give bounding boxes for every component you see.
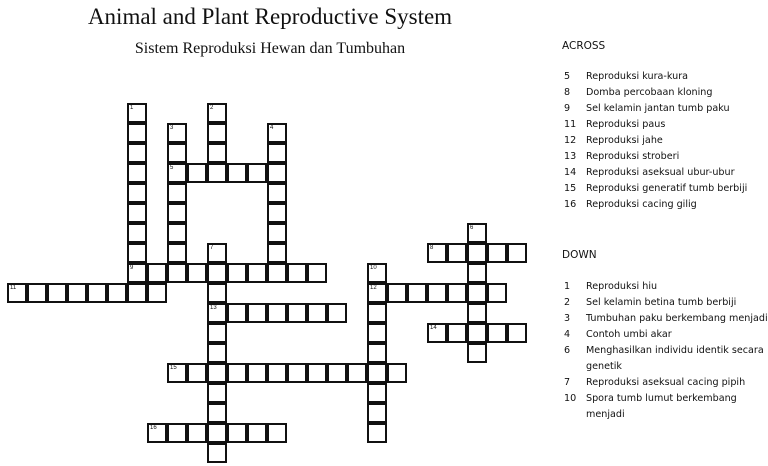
clue-number: 11: [564, 119, 577, 130]
clue-down-4: [562, 327, 768, 343]
crossword-cell[interactable]: [167, 263, 187, 283]
clue-number: 9: [564, 103, 571, 114]
clue-number: 10: [564, 393, 577, 404]
crossword-cell[interactable]: [267, 223, 287, 243]
crossword-cell[interactable]: [227, 423, 247, 443]
crossword-cell[interactable]: [107, 283, 127, 303]
clue-text: Reproduksi aseksual ubur-ubur: [586, 167, 735, 178]
clue-number: 3: [564, 313, 571, 324]
crossword-cell[interactable]: [467, 243, 487, 263]
crossword-cell[interactable]: [167, 243, 187, 263]
crossword-cell[interactable]: [367, 283, 387, 303]
crossword-cell[interactable]: [367, 323, 387, 343]
clue-down-10: [562, 391, 768, 423]
crossword-cell[interactable]: [127, 103, 147, 123]
clue-number: 1: [564, 281, 571, 292]
cell-number: 16: [150, 425, 157, 431]
crossword-cell[interactable]: [367, 383, 387, 403]
crossword-cell[interactable]: [167, 203, 187, 223]
crossword-cell[interactable]: [207, 443, 227, 463]
crossword-cell[interactable]: [207, 423, 227, 443]
clue-number: 2: [564, 297, 571, 308]
crossword-cell[interactable]: [147, 263, 167, 283]
crossword-cell[interactable]: [307, 263, 327, 283]
crossword-cell[interactable]: [467, 303, 487, 323]
crossword-cell[interactable]: [247, 303, 267, 323]
crossword-cell[interactable]: [7, 283, 27, 303]
crossword-cell[interactable]: [127, 203, 147, 223]
crossword-cell[interactable]: [267, 303, 287, 323]
crossword-cell[interactable]: [467, 283, 487, 303]
crossword-cell[interactable]: [207, 363, 227, 383]
crossword-cell[interactable]: [127, 263, 147, 283]
clue-down-7: [562, 375, 768, 391]
crossword-cell[interactable]: [207, 303, 227, 323]
clue-text: Tumbuhan paku berkembang menjadi: [586, 313, 768, 324]
crossword-cell[interactable]: [467, 343, 487, 363]
crossword-cell[interactable]: [167, 163, 187, 183]
crossword-cell[interactable]: [287, 303, 307, 323]
clue-across-12: [562, 133, 768, 149]
cell-number: 8: [430, 245, 434, 251]
clue-text: Reproduksi jahe: [586, 135, 663, 146]
crossword-cell[interactable]: [367, 263, 387, 283]
crossword-cell[interactable]: [187, 423, 207, 443]
crossword-cell[interactable]: [447, 283, 467, 303]
clue-number: 7: [564, 377, 571, 388]
cell-number: 2: [210, 105, 214, 111]
clue-number: 15: [564, 183, 577, 194]
crossword-cell[interactable]: [247, 163, 267, 183]
crossword-cell[interactable]: [227, 363, 247, 383]
crossword-cell[interactable]: [247, 263, 267, 283]
clue-number: 4: [564, 329, 571, 340]
crossword-cell[interactable]: [167, 123, 187, 143]
page-title: Animal and Plant Reproductive System: [87, 4, 453, 29]
crossword-cell[interactable]: [167, 423, 187, 443]
crossword-cell[interactable]: [387, 283, 407, 303]
crossword-cell[interactable]: [207, 143, 227, 163]
crossword-cell[interactable]: [307, 363, 327, 383]
crossword-cell[interactable]: [507, 323, 527, 343]
crossword-cell[interactable]: [207, 283, 227, 303]
crossword-cell[interactable]: [207, 323, 227, 343]
crossword-cell[interactable]: [267, 183, 287, 203]
clue-number: 12: [564, 135, 577, 146]
crossword-cell[interactable]: [267, 363, 287, 383]
crossword-cell[interactable]: [267, 203, 287, 223]
crossword-cell[interactable]: [487, 283, 507, 303]
crossword-cell[interactable]: [227, 303, 247, 323]
clue-text: Spora tumb lumut berkembang menjadi: [586, 393, 737, 420]
crossword-cell[interactable]: [367, 403, 387, 423]
clue-text: Reproduksi generatif tumb berbiji: [586, 183, 748, 194]
clue-number: 8: [564, 87, 571, 98]
crossword-cell[interactable]: [367, 303, 387, 323]
clue-across-14: [562, 165, 768, 181]
crossword-cell[interactable]: [507, 243, 527, 263]
clue-text: Sel kelamin jantan tumb paku: [586, 103, 730, 114]
cell-number: 14: [430, 325, 437, 331]
crossword-cell[interactable]: [247, 423, 267, 443]
crossword-cell[interactable]: [207, 403, 227, 423]
crossword-cell[interactable]: [367, 343, 387, 363]
clue-across-5: [562, 69, 768, 85]
crossword-cell[interactable]: [67, 283, 87, 303]
clue-text: Reproduksi aseksual cacing pipih: [586, 377, 746, 388]
crossword-cell[interactable]: [287, 263, 307, 283]
crossword-cell[interactable]: [127, 223, 147, 243]
crossword-cell[interactable]: [367, 423, 387, 443]
cell-number: 4: [270, 125, 274, 131]
clue-text: Reproduksi kura-kura: [586, 71, 689, 82]
clue-down-2: [562, 295, 768, 311]
clue-number: 5: [564, 71, 571, 82]
crossword-cell[interactable]: [207, 103, 227, 123]
clue-across-11: [562, 117, 768, 133]
clue-number: 13: [564, 151, 577, 162]
crossword-cell[interactable]: [307, 303, 327, 323]
crossword-cell[interactable]: [267, 263, 287, 283]
cell-number: 9: [130, 265, 134, 271]
clue-down-3: [562, 311, 768, 327]
crossword-cell[interactable]: [467, 263, 487, 283]
cell-number: 1: [130, 105, 134, 111]
crossword-cell[interactable]: [227, 163, 247, 183]
crossword-cell[interactable]: [187, 163, 207, 183]
crossword-cell[interactable]: [427, 243, 447, 263]
across-heading: ACROSS: [562, 40, 606, 52]
cell-number: 6: [470, 225, 474, 231]
cell-number: 5: [170, 165, 174, 171]
crossword-cell[interactable]: [207, 343, 227, 363]
down-heading: DOWN: [562, 249, 597, 261]
crossword-cell[interactable]: [207, 123, 227, 143]
crossword-cell[interactable]: [327, 303, 347, 323]
crossword-cell[interactable]: [407, 283, 427, 303]
clue-across-13: [562, 149, 768, 165]
crossword-cell[interactable]: [187, 363, 207, 383]
crossword-cell[interactable]: [387, 363, 407, 383]
crossword-cell[interactable]: [487, 323, 507, 343]
clue-text: Contoh umbi akar: [586, 329, 672, 340]
crossword-cell[interactable]: [187, 263, 207, 283]
clue-text: Reproduksi hiu: [586, 281, 658, 292]
crossword-cell[interactable]: [207, 263, 227, 283]
clue-number: 16: [564, 199, 577, 210]
cell-number: 11: [10, 285, 17, 291]
crossword-cell[interactable]: [127, 163, 147, 183]
crossword-cell[interactable]: [267, 143, 287, 163]
across-clue-list: [562, 69, 768, 213]
crossword-cell[interactable]: [367, 363, 387, 383]
clue-number: 14: [564, 167, 577, 178]
clue-across-9: [562, 101, 768, 117]
crossword-cell[interactable]: [147, 423, 167, 443]
cell-number: 12: [370, 285, 377, 291]
clue-number: 6: [564, 345, 571, 356]
clue-across-16: [562, 197, 768, 213]
clue-text: Sel kelamin betina tumb berbiji: [586, 297, 737, 308]
clue-across-8: [562, 85, 768, 101]
crossword-cell[interactable]: [207, 163, 227, 183]
page-subtitle: Sistem Reproduksi Hewan dan Tumbuhan: [134, 40, 406, 57]
crossword-cell[interactable]: [127, 183, 147, 203]
clue-text: Menghasilkan individu identik secara genetik: [586, 345, 764, 372]
crossword-cell[interactable]: [127, 143, 147, 163]
crossword-cell[interactable]: [87, 283, 107, 303]
crossword-cell[interactable]: [247, 363, 267, 383]
crossword-cell[interactable]: [167, 143, 187, 163]
crossword-cell[interactable]: [267, 163, 287, 183]
clue-across-15: [562, 181, 768, 197]
cell-number: 7: [210, 245, 214, 251]
crossword-cell[interactable]: [267, 243, 287, 263]
crossword-cell[interactable]: [467, 223, 487, 243]
crossword-cell[interactable]: [267, 123, 287, 143]
clue-text: Reproduksi cacing gilig: [586, 199, 697, 210]
clue-down-6: [562, 343, 768, 375]
crossword-cell[interactable]: [427, 323, 447, 343]
cell-number: 13: [210, 305, 217, 311]
crossword-cell[interactable]: [27, 283, 47, 303]
cell-number: 15: [170, 365, 177, 371]
cell-number: 10: [370, 265, 377, 271]
crossword-cell[interactable]: [427, 283, 447, 303]
crossword-cell[interactable]: [467, 323, 487, 343]
clue-text: Reproduksi stroberi: [586, 151, 680, 162]
crossword-cell[interactable]: [287, 363, 307, 383]
crossword-cell[interactable]: [127, 243, 147, 263]
crossword-cell[interactable]: [267, 423, 287, 443]
down-clue-list: [562, 279, 768, 423]
crossword-cell[interactable]: [447, 243, 467, 263]
crossword-cell[interactable]: [167, 363, 187, 383]
crossword-cell[interactable]: [447, 323, 467, 343]
clue-text: Reproduksi paus: [586, 119, 666, 130]
crossword-cell[interactable]: [207, 243, 227, 263]
crossword-cell[interactable]: [147, 283, 167, 303]
cell-number: 3: [170, 125, 174, 131]
clue-down-1: [562, 279, 768, 295]
crossword-cell[interactable]: [47, 283, 67, 303]
crossword-cell[interactable]: [167, 223, 187, 243]
crossword-cell[interactable]: [227, 263, 247, 283]
crossword-cell[interactable]: [487, 243, 507, 263]
crossword-cell[interactable]: [127, 123, 147, 143]
crossword-cell[interactable]: [327, 363, 347, 383]
crossword-cell[interactable]: [127, 283, 147, 303]
crossword-cell[interactable]: [167, 183, 187, 203]
crossword-cell[interactable]: [207, 383, 227, 403]
clue-text: Domba percobaan kloning: [586, 87, 713, 98]
crossword-cell[interactable]: [347, 363, 367, 383]
